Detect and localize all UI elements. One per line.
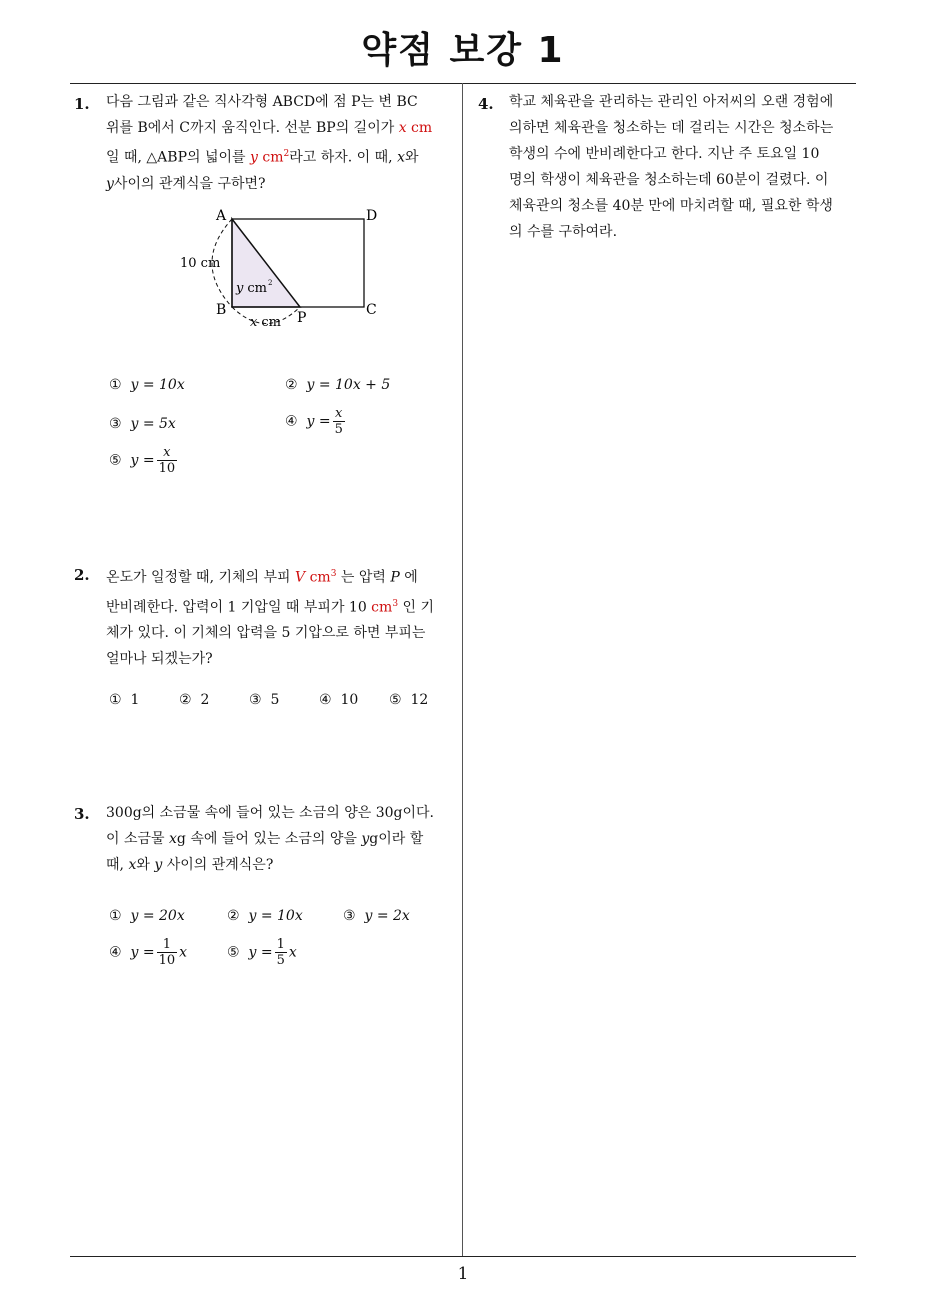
- q2-line-4: 얼마나 되겠는가?: [106, 651, 213, 668]
- q3-line-1: 300g의 소금물 속에 들어 있는 소금의 양은 30g이다.: [106, 805, 434, 821]
- q1-line-2: 위를 B에서 C까지 움직인다. 선분 BP의 길이가 x cm: [106, 120, 433, 136]
- q2-choice-2[interactable]: ② 2: [179, 692, 210, 708]
- q3-line-2: 이 소금물 xg 속에 들어 있는 소금의 양을 yg이라 할: [106, 831, 424, 847]
- label-d: D: [366, 208, 378, 224]
- question-2-number: 2.: [74, 566, 90, 584]
- question-3-text: [106, 800, 458, 878]
- q3-line-3: 때, x와 y 사이의 관계식은?: [106, 857, 274, 873]
- q1-choice-4[interactable]: ④ y = $\frac{x}{5}$: [285, 406, 343, 437]
- q2-line-2: 반비례한다. 압력이 1 기압일 때 부피가 10 $cm^3$ 인 기: [106, 598, 434, 616]
- label-p: P: [297, 310, 307, 326]
- q2-choice-1[interactable]: ① 1: [109, 692, 140, 708]
- q3-choice-2[interactable]: ② y = 10x: [227, 908, 303, 924]
- fraction: $\frac{1}{10}$: [158, 937, 176, 968]
- q1-line-3: 일 때, △ABP의 넓이를 y $cm^2$라고 하자. 이 때, x와: [106, 149, 419, 166]
- q4-line-1: 학교 체육관을 관리하는 관리인 아저씨의 오랜 경험에: [509, 94, 834, 110]
- q1-choice-2[interactable]: ② y = 10x + 5: [285, 377, 391, 393]
- side-length-label: 10 cm: [180, 256, 221, 271]
- page-number: 1: [457, 1264, 469, 1284]
- question-3-number: 3.: [74, 805, 90, 823]
- q2-line-3: 체가 있다. 이 기체의 압력을 5 기압으로 하면 부피는: [106, 625, 426, 642]
- footer-rule: [70, 1256, 856, 1257]
- q2-choice-4[interactable]: ④ 10: [319, 692, 359, 708]
- q3-choice-1[interactable]: ① y = 20x: [109, 908, 185, 924]
- rectangle-figure: [170, 200, 390, 340]
- q2-line-1: 온도가 일정할 때, 기체의 부피 V $cm^3$ 는 압력 P 에: [106, 569, 418, 586]
- q1-choice-3[interactable]: ③ y = 5x: [109, 416, 176, 432]
- fraction: $\frac{x}{5}$: [334, 406, 343, 437]
- fraction: $\frac{x}{10}$: [158, 445, 176, 476]
- label-a: A: [216, 208, 227, 224]
- area-label: y $cm^2$: [236, 279, 273, 296]
- fraction: $\frac{1}{5}$: [276, 937, 285, 968]
- q4-line-5: 체육관의 청소를 40분 만에 마치려할 때, 필요한 학생: [509, 198, 833, 214]
- q3-choice-4[interactable]: ④ y = $\frac{1}{10}$ x: [109, 937, 188, 968]
- q3-choice-3[interactable]: ③ y = 2x: [343, 908, 410, 924]
- q4-line-2: 의하면 체육관을 청소하는 데 걸리는 시간은 청소하는: [509, 120, 834, 136]
- q2-choice-3[interactable]: ③ 5: [249, 692, 280, 708]
- label-c: C: [366, 302, 377, 318]
- base-length-label: x cm: [250, 315, 281, 330]
- q4-line-6: 의 수를 구하여라.: [509, 224, 618, 240]
- question-4-text: [509, 89, 861, 245]
- q2-choice-5[interactable]: ⑤ 12: [389, 692, 429, 708]
- q4-line-4: 명의 학생이 체육관을 청소하는데 60분이 걸렸다. 이: [509, 172, 829, 188]
- q1-line-1: 다음 그림과 같은 직사각형 ABCD에 점 P는 변 BC: [106, 94, 418, 110]
- question-2-text: [106, 561, 456, 672]
- question-1-text: [106, 89, 456, 197]
- q3-choice-5[interactable]: ⑤ y = $\frac{1}{5}$ x: [227, 937, 297, 968]
- header-rule: [70, 83, 856, 84]
- q4-line-3: 학생의 수에 반비례한다고 한다. 지난 주 토요일 10: [509, 146, 820, 162]
- q1-line-4: y사이의 관계식을 구하면?: [106, 175, 266, 192]
- question-4-number: 4.: [478, 95, 494, 113]
- q1-choice-1[interactable]: ① y = 10x: [109, 377, 185, 393]
- column-divider: [462, 83, 463, 1256]
- label-b: B: [216, 302, 227, 318]
- q1-choice-5[interactable]: ⑤ y = $\frac{x}{10}$: [109, 445, 176, 476]
- question-1-number: 1.: [74, 95, 90, 113]
- page-title: 약점 보강 1: [361, 30, 565, 71]
